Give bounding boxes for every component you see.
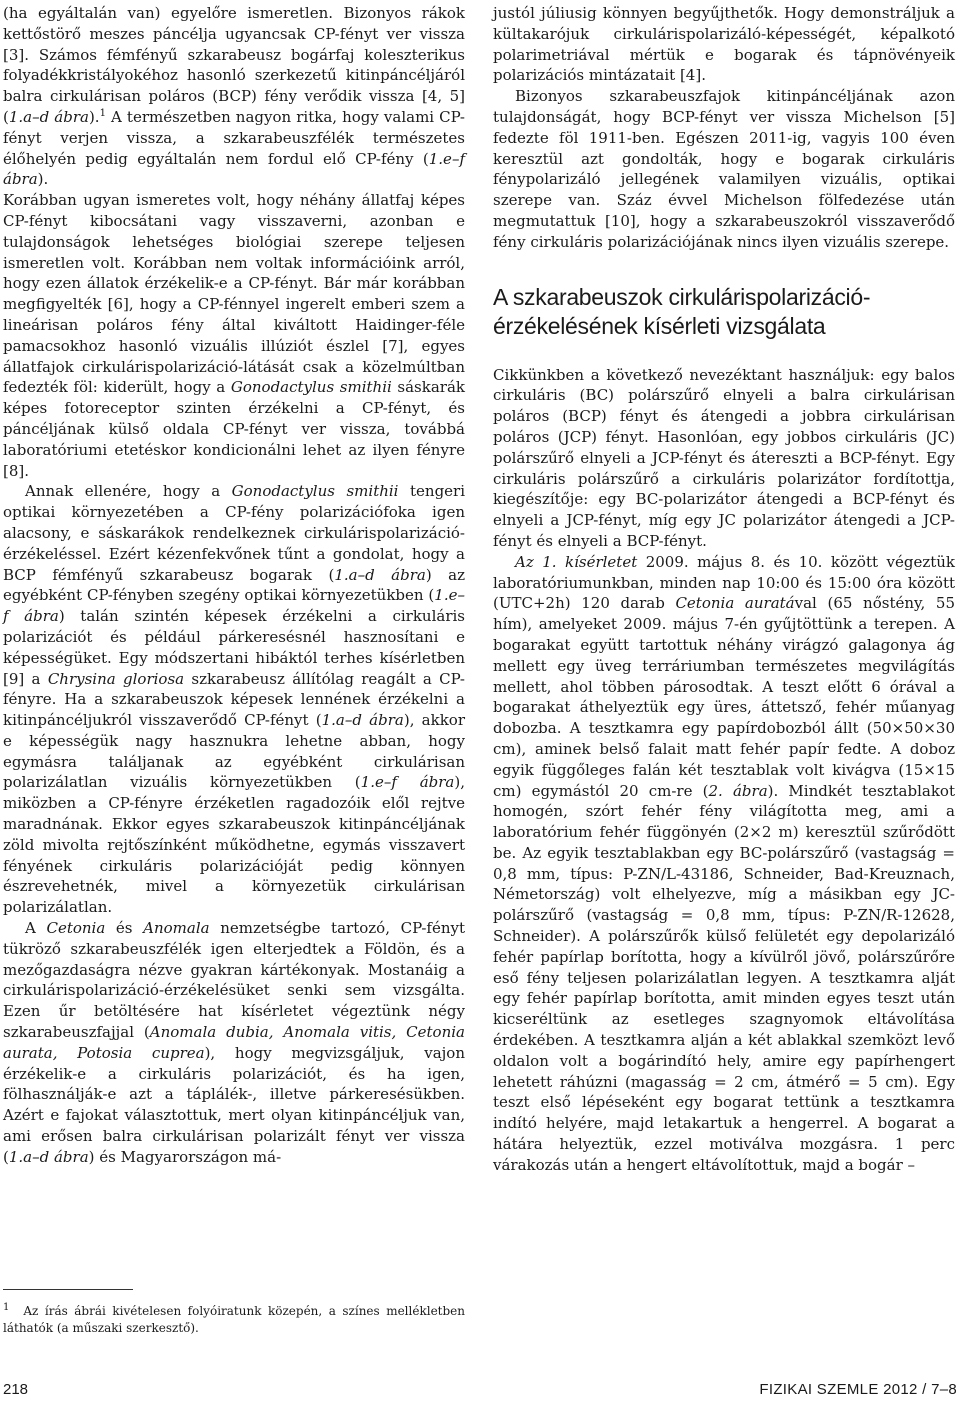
text-run: ).: [37, 170, 49, 189]
paragraph: [3, 481, 465, 918]
figure-reference: 1.a–d ábra: [8, 107, 89, 126]
figure-reference: 1.e–f ábra: [3, 149, 465, 189]
text-run: ), miközben a CP-fényre érzéketlen ragadozóik elől rejtve maradnának. Ekkor egyes szkarabeuszok kitinpáncéljának zöld mivolta rejtőszínként működhetne, egymás visszavert fényének cirkuláris polarizációját pedig könnyen észrevehetnék, mivel a környezetük cirkulárisan polarizálatlan.: [3, 773, 465, 917]
text-run: és: [105, 919, 144, 938]
footnote-number: 1: [3, 1302, 10, 1313]
paragraph: Cikkünkben a következő nevezéktant használjuk: egy balos cirkuláris (BC) polárszűrő elnyeli a balra cirkulárisan poláros (BCP) fényt és átengedi a jobbra cirkulárisan poláros (JCP) fényt. Hasonlóan, egy jobbos cirkuláris (JC) polárszűrő elnyeli a JCP-fényt és átereszti a BCP-fényt. Egy cirkuláris polárszűrő a cirkuláris polarizátor fordítottja, kiegészítője: egy BC-polarizátor átengedi a BCP-fényt és elnyeli a JCP-fényt, míg egy JC polarizátor átengedi a JCP-fényt és elnyeli a BCP-fényt.: [493, 365, 955, 550]
figure-reference: 1.a–d ábra: [321, 711, 404, 730]
text-run: (ha egyáltalán van) egyelőre ismeretlen. Bizonyos rákok kettőstörő meszes páncélja ugyancsak CP-fényt ver vissza [3]. Számos fémfényű szkarabeusz bogárfaj koleszterikus folyadékkristályokéhoz hasonló szerkezetű kitinpáncéljáról balra cirkulárisan poláros (BCP) fény verődik vissza [4, 5] (: [3, 4, 465, 126]
text-run: 2009. május 8. és 10. között végeztük laboratóriumunkban, minden nap 10:00 és 15:00 óra között (UTC+2h) 120 darab: [493, 552, 955, 613]
figure-reference: 1.a–d ábra: [334, 565, 426, 584]
genus-name: Anomala: [143, 919, 210, 938]
text-run: szkarabeusz állítólag reagált a CP-fényre. Ha a szkarabeuszok képesek lennének érzékelni a kitinpáncéljukról visszaverődő CP-fényt (: [3, 669, 466, 730]
figure-reference: 2. ábra: [708, 781, 768, 800]
text-run: ), hogy megvizsgáljuk, vajon érzékelik-e a cirkuláris polarizációt, és ha igen, fölhasználják-e azt a táplálék-, illetve párkeresésükben. Azért e fajokat választottuk, mert olyan kitinpáncéljuk van, ami erősen balra cirkulárisan polarizált fényt ver vissza (: [3, 1043, 465, 1166]
figure-reference: 1.e–f ábra: [360, 773, 455, 792]
text-run: ) talán szintén képesek érzékelni a cirkuláris polarizációt és például párkeresésnél hasznosítani e képességüket. Egy módszertani hibáktól terhes kísérletben [9] a: [3, 607, 465, 688]
text-run: ), akkor e képességük nagy hasznukra lehetne abban, hogy egymásra találjanak az egyébként cirkulárisan polarizálatlan vizuális környezetükben (: [3, 711, 465, 792]
species-list: Anomala dubia, Anomala vitis, Cetonia aurata, Potosia cuprea: [3, 1023, 465, 1062]
paragraph: [3, 190, 465, 481]
section-heading: A szkarabeuszok cirkulárispolarizáció-érzékelésének kísérleti vizsgálata: [493, 283, 871, 339]
text-run: val (65 nőstény, 55 hím), amelyeket 2009. május 7-én gyűjtöttünk a terepen. A bogarakat együtt tartottuk néhány virágzó galagonya ág mellett egy üveg terráriumban természetes megvilágítás mellett, ahol többen párosodtak. A teszt előtt 6 órával a bogarakat áthelyeztük egy üres, áttetsző, fehér műanyag dobozba. A tesztkamra egy papírdobozból állt (50×50×30 cm), aminek belső falait matt fehér papír fedte. A doboz egyik függőleges falán két tesztablak volt kivágva (15×15 cm) egymástól 20 cm-re (: [493, 594, 956, 800]
journal-footer: FIZIKAI SZEMLE 2012 / 7–8: [759, 1381, 957, 1398]
paragraph: Bizonyos szkarabeuszfajok kitinpáncéljának azon tulajdonságát, hogy BCP-fényt ver vissza Michelson [5] fedezte föl 1911-ben. Egészen 2011-ig, vagyis 100 éven keresztül azt gondolták, hogy e bogarak cirkuláris fénypolarizáló jellegének valamilyen vizuális, optikai szerepe van. Száz évvel Michelson fölfedezése után megmutattuk [10], hogy a szkarabeuszokról visszaverődő fény cirkuláris polarizációjának nincs ilyen vizuális szerepe.: [493, 87, 955, 251]
species-name: Gonodactylus smithii: [230, 378, 392, 397]
text-run: ) az egyébként CP-fényben szegény optikai környezetükben (: [3, 565, 465, 605]
text-run: nemzetségbe tartozó, CP-fényt tükröző szkarabeuszfélék igen elterjedtek a Földön, és a mezőgazdaságra nézve gyakran kártékonyak. Mostanáig a cirkulárispolarizáció-érzékelésüket senki sem vizsgálta. Ezen űr betöltésére hat kísérletet végeztünk négy szkarabeuszfajjal (: [3, 919, 465, 1042]
footnote-text: Az írás ábrái kivételesen folyóiratunk közepén, a színes mellékletben láthatók (a műszaki szerkesztő).: [3, 1304, 465, 1335]
page-number: 218: [3, 1381, 29, 1398]
footnote-marker: 1: [99, 107, 106, 119]
right-column: [493, 3, 955, 1176]
footnote-rule: [3, 1289, 133, 1290]
species-name: Gonodactylus smithii: [231, 482, 399, 501]
text-run: ). Mindkét tesztablakot homogén, szórt fehér fény világította meg, ami a laboratórium fehér függönyén (2×2 m) keresztül szűrődött be. Az egyik tesztablakban egy BC-polárszűrő (vastagság = 0,8 mm, típus: P-ZN/L-43186, Schneider, Bad-Kreuznach, Németország) volt elhelyezve, míg a másikban egy JC-polárszűrő (vastagság = 0,8 mm, típus: P-ZN/R-12628, Schneider). A polárszűrők külső felületét egy depolarizáló fehér papírlap borította, hogy a kívülről jövő, polárszűrőre eső fény teljesen polarizálatlan legyen. A tesztkamra alját egy fehér papírlap borította, amit minden egyes teszt után kicseréltünk az esetleges szagnyomok eltávolítása érdekében. A tesztkamra alján a két ablakkal szemközt levő oldalon volt a bogárindító hely, amire egy papírhengert lehetett ráhúzni (magasság = 2 cm, átmérő = 5 cm). Egy teszt első lépéseként egy bogarat tettünk a tesztkamra indító helyére, majd letakartuk a hengerrel. A bogarat a hátára helyeztük, ezzel motiválva mozgásra. 1 perc várakozás után a hengert eltávolítottuk, majd a bogár –: [493, 781, 955, 1174]
text-run: A természetben nagyon ritka, hogy valami CP-fényt verjen vissza, a szkarabeuszfélék természetes élőhelyén pedig egyáltalán nem fordul elő CP-fény (: [3, 107, 465, 168]
paragraph: [3, 3, 465, 190]
paragraph: [493, 552, 955, 1176]
genus-name: Cetonia: [46, 919, 106, 938]
left-column: [3, 3, 465, 1168]
paragraph: justól júliusig könnyen begyűjthetők. Hogy demonstráljuk a kültakarójuk cirkulárispolarizáló-képességét, képalkotó polarimetriával mértük e bogarak és tápnövényeik polarizációs mintázatait [4].: [493, 4, 955, 85]
figure-reference: 1.e–f ábra: [3, 586, 465, 626]
text-run: sáskarák képes fotoreceptor szinten érzékelni a CP-fényt, és páncéljának külső oldala CP-fényt ver vissza, továbbá laboratóriumi etetéskor kondicionálni lehet az ilyen fényre [8].: [3, 378, 465, 480]
species-name: Chrysina gloriosa: [47, 669, 185, 688]
text-run: Annak ellenére, hogy a: [25, 482, 232, 501]
figure-reference: 1.a–d ábra: [8, 1147, 89, 1166]
text-run: tengeri optikai környezetében a CP-fény polarizációfoka igen alacsony, e sáskarákok rendelkeznek cirkulárispolarizáció-érzékeléssel. Ezért kézenfekvőnek tűnt a gondolat, hogy a BCP fémfényű szkarabeusz bogarak (: [3, 482, 466, 584]
species-name: Cetonia auratá: [675, 594, 795, 613]
paragraph: [3, 918, 465, 1168]
footnote: [3, 1299, 465, 1337]
text-run: A: [25, 919, 47, 938]
text-run: Korábban ugyan ismeretes volt, hogy néhány állatfaj képes CP-fényt kibocsátani vagy visszaverni, azonban e tulajdonságok lehetséges biológiai szerepe teljesen ismeretlen volt. Korábban nem voltak információink arról, hogy ezen állatok érzékelik-e a CP-fényt. Bár már korábban megfigyelték [6], hogy a CP-fénnyel ingerelt emberi szem a lineárisan poláros fény által kiváltott Haidinger-féle pamacsokhoz hasonló vizuális illúziót észlel [7], egyes állatfajok cirkulárispolarizáció-látását csak a közelmúltban fedezték föl: kiderült, hogy a: [3, 191, 465, 397]
experiment-label: Az 1. kísérletet: [515, 552, 638, 571]
text-run: ) és Magyarországon má-: [88, 1147, 282, 1166]
text-run: ).: [88, 107, 100, 126]
